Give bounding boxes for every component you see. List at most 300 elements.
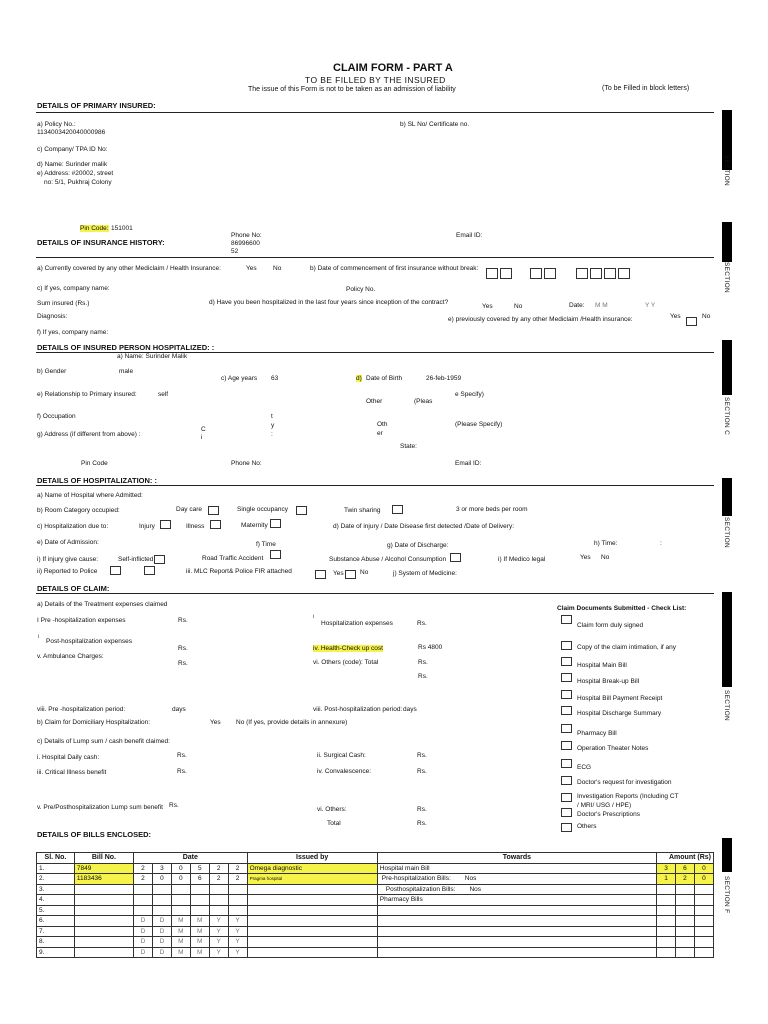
sl-no-cell[interactable]: 7. [37,926,75,937]
section-label-b: SECTION [723,262,730,293]
bill-no-cell[interactable] [74,937,133,948]
sl-no-cell[interactable]: 4. [37,895,75,906]
hospitalized-no[interactable]: No [514,303,523,310]
date-digit-cell[interactable] [134,905,153,916]
towards-label: Posthospitalization Bills: [385,885,456,893]
date-digit-cell[interactable]: M [171,937,190,948]
pre-hosp-expenses: I Pre -hospitalization expenses [37,617,126,624]
date-digit-cell[interactable]: 2 [134,863,153,874]
checklist-item: Hospital Discharge Summary [577,710,662,717]
column-header: Sl. No. [37,853,75,864]
health-checkup-label: iv. Health-Check up cost [313,645,383,652]
age-value[interactable]: 63 [271,375,279,382]
column-header: Bill No. [74,853,133,864]
section-tab-b [722,222,732,262]
checklist-checkbox[interactable] [561,706,572,715]
towards-cell[interactable] [377,947,656,958]
amount-digit-cell[interactable] [657,947,676,958]
illness-checkbox[interactable] [210,520,221,529]
date-digit-cell[interactable]: D [152,926,171,937]
relationship-please: (Pleas [414,398,433,405]
checklist-item: ECG [577,764,592,771]
policy-no-value[interactable]: 1134003420040000986 [37,129,106,136]
hospitalization-due-to-label: c) Hospitalization due to: [37,523,109,530]
date-digit-cell[interactable] [152,905,171,916]
date-digit-cell[interactable] [190,905,209,916]
date-digit-cell[interactable]: M [171,916,190,927]
date-digit-cell[interactable]: M [171,926,190,937]
date-digit-cell[interactable]: D [152,937,171,948]
checklist-checkbox[interactable] [561,657,572,666]
domiciliary-label: b) Claim for Domiciliary Hospitalization: [37,719,151,726]
day-care-checkbox[interactable] [208,506,219,515]
towards-cell[interactable] [377,916,656,927]
amount-digit-cell[interactable]: 0 [694,863,713,874]
prev-covered-yes[interactable]: Yes [670,313,681,320]
sl-no-cell[interactable]: 2. [37,874,75,885]
substance-checkbox[interactable] [450,553,461,562]
covered-no[interactable]: No [273,265,282,272]
insurance-history-heading: DETAILS OF INSURANCE HISTORY: [37,238,165,247]
date-digit-cell[interactable] [171,895,190,906]
rs-label: Rs. [417,820,427,827]
sl-no-cell[interactable]: 9. [37,947,75,958]
date-digit-cell[interactable] [171,905,190,916]
date-box[interactable] [576,268,588,279]
issued-by-cell[interactable] [247,916,377,927]
tpa-id-label: c) Company/ TPA ID No: [37,146,108,153]
checklist-checkbox[interactable] [561,759,572,768]
date-digit-cell[interactable] [152,895,171,906]
checklist-item: Pharmacy Bill [577,730,617,737]
sl-no-cell[interactable]: 3. [37,884,75,895]
sum-insured-label: Sum insured (Rs.) [37,300,90,307]
amount-digit-cell[interactable] [675,905,694,916]
date-digit-cell[interactable] [209,905,228,916]
amount-digit-cell[interactable] [675,937,694,948]
lump-sum-benefit-label: v. Pre/Posthospitalization Lump sum benefit [37,804,163,811]
rs-label: Rs. [417,806,427,813]
table-row [37,937,714,948]
bill-no-cell[interactable] [74,895,133,906]
sl-no-cell[interactable]: 6. [37,916,75,927]
injury-cause-label: i) If injury give cause: [37,556,99,563]
checklist-item: Hospital Main Bill [577,662,627,669]
towards-cell[interactable] [377,937,656,948]
checklist-item: Others [577,823,597,830]
table-row [37,884,714,895]
date-digit-cell[interactable] [152,884,171,895]
date-digit-cell[interactable] [134,884,153,895]
section-label-a: SECTION [723,155,730,186]
checklist-item: Copy of the claim intimation, if any [577,644,676,651]
section-label-d: SECTION [723,517,730,548]
occupation-other-b: er [377,430,383,437]
checklist-item: Operation Theater Notes [577,745,649,752]
date-digit-cell[interactable]: Y [209,926,228,937]
checklist-heading: Claim Documents Submitted - Check List: [557,605,687,612]
rs-label: Rs. [178,660,188,667]
date-digit-cell[interactable]: 2 [228,874,247,885]
mlc-no-checkbox[interactable] [345,570,356,579]
date-digit-cell[interactable] [190,895,209,906]
date-digit-cell[interactable]: D [152,916,171,927]
policy-no-label: a) Policy No.: [37,121,76,128]
room-single: Single occupancy [237,506,288,513]
due-maternity: Maternity [241,522,268,529]
column-header: Amount (Rs) [657,853,714,864]
date-digit-cell[interactable] [228,895,247,906]
relationship-label: e) Relationship to Primary insured: [37,391,137,398]
date-digit-cell[interactable]: Y [228,916,247,927]
amount-digit-cell[interactable] [694,916,713,927]
section-label-f: SECTION F [723,876,730,914]
checklist-checkbox[interactable] [561,615,572,624]
checklist-checkbox[interactable] [561,793,572,802]
issued-by-cell[interactable] [247,937,377,948]
phone-value[interactable]: 86996600 [231,240,260,247]
road-traffic-checkbox[interactable] [270,550,281,559]
amount-digit-cell[interactable] [694,895,713,906]
month-placeholder: M M [595,302,608,309]
date-digit-cell[interactable] [171,884,190,895]
room-twin: Twin sharing [344,507,381,514]
date-digit-cell[interactable]: 2 [134,874,153,885]
checklist-checkbox[interactable] [561,808,572,817]
date-digit-cell[interactable]: 0 [171,874,190,885]
prev-company-name-label: f) If yes, company name: [37,329,109,336]
bills-body [37,863,714,958]
rs-label: Rs. [169,802,179,809]
rs-label: Rs. [178,617,188,624]
checklist-checkbox[interactable] [561,741,572,750]
date-of-injury-label: d) Date of injury / Date Disease first detected /Date of Delivery: [333,523,514,530]
daily-cash-label: i. Hospital Daily cash: [37,754,100,761]
towards-cell[interactable] [377,905,656,916]
currently-covered-question: a) Currently covered by any other Mediclaim / Health Insurance: [37,265,221,272]
date-digit-cell[interactable]: 3 [152,863,171,874]
post-period-days: days [403,706,417,713]
lump-sum-label: c) Details of Lump sum / cash benefit claimed: [37,738,170,745]
section-tab-d [722,478,732,516]
date-digit-cell[interactable]: D [134,937,153,948]
others-code-label: vi. Others (code): Total [313,659,379,666]
table-row [37,916,714,927]
system-medicine-label: j) System of Medicine: [393,570,457,577]
form-title: CLAIM FORM - PART A [333,62,453,74]
room-category-label: b) Room Category occupied: [37,507,120,514]
towards-label: Pre-hospitalization Bills: [381,875,451,883]
date-digit-cell[interactable]: 2 [228,863,247,874]
date-digit-cell[interactable]: 6 [190,874,209,885]
self-inflicted-label: Self-inflicted [118,556,154,563]
date-digit-cell[interactable]: 2 [209,874,228,885]
patient-name[interactable]: a) Name: Surinder Malik [117,353,188,360]
primary-insured-heading: DETAILS OF PRIMARY INSURED: [37,101,156,110]
checklist-item: / MRI/ USG / HPE) [577,802,632,809]
relationship-value[interactable]: self [158,391,169,398]
amount-digit-cell[interactable] [675,926,694,937]
date-box[interactable] [590,268,602,279]
block-letters-note: (To be Filled in block letters) [602,85,690,92]
insured-name[interactable]: d) Name: Surinder malik [37,161,108,168]
checklist-item: Claim form duly signed [577,622,644,629]
towards-cell[interactable]: Pharmacy Bills [377,895,656,906]
room-day-care: Day care [176,506,203,513]
domiciliary-yes[interactable]: Yes [210,719,221,726]
injury-checkbox[interactable] [160,520,171,529]
due-injury: Injury [139,523,155,530]
date-digit-cell[interactable]: 0 [171,863,190,874]
date-digit-cell[interactable]: D [134,926,153,937]
towards-cell[interactable]: Hospital main Bill [377,863,656,874]
occupation-label: f) Occupation [37,413,76,420]
issued-by-cell[interactable] [247,947,377,958]
date-digit-cell[interactable]: Y [228,937,247,948]
issued-by-cell[interactable] [247,905,377,916]
amount-digit-cell[interactable] [675,947,694,958]
date-digit-cell[interactable]: 0 [152,874,171,885]
date-digit-cell[interactable]: 5 [190,863,209,874]
date-box[interactable] [530,268,542,279]
issued-by-cell[interactable] [247,895,377,906]
commencement-question: b) Date of commencement of first insurance without break: [310,265,479,272]
hospital-name-label: a) Name of Hospital where Admitted: [37,492,143,499]
phone-value-2[interactable]: 52 [231,248,239,255]
ambulance-label: v. Ambulance Charges: [37,653,104,660]
date-digit-cell[interactable]: 2 [209,863,228,874]
date-digit-cell[interactable]: M [190,926,209,937]
phone-label: Phone No: [231,232,262,239]
insured-address[interactable]: e) Address: #20002, street [37,170,114,177]
date-digit-cell[interactable] [134,895,153,906]
amount-digit-cell[interactable]: 2 [675,874,694,885]
table-row [37,863,714,874]
amount-digit-cell[interactable] [675,916,694,927]
year-placeholder: Y Y [645,302,656,309]
bullet: i [38,634,40,640]
date-digit-cell[interactable] [190,884,209,895]
relationship-other: Other [366,398,383,405]
gender-value[interactable]: male [119,368,134,375]
amount-digit-cell[interactable]: 6 [675,863,694,874]
divider [36,257,714,258]
date-digit-cell[interactable]: Y [209,916,228,927]
patient-phone-label: Phone No: [231,460,262,467]
state-label: State: [400,443,417,450]
patient-email-label: Email ID: [455,460,482,467]
towards-cell[interactable] [377,874,656,885]
date-box[interactable] [618,268,630,279]
patient-pin-code-label: Pin Code [81,460,108,467]
date-discharge-label: g) Date of Discharge: [387,542,449,549]
bill-no-cell[interactable]: 7849 [74,863,133,874]
date-digit-cell[interactable]: Y [228,947,247,958]
prev-covered-no[interactable]: No [702,313,711,320]
amount-digit-cell[interactable] [694,926,713,937]
checklist-checkbox[interactable] [561,823,572,832]
date-digit-cell[interactable]: D [134,947,153,958]
road-traffic-label: Road Traffic Accident [202,555,264,562]
amount-digit-cell[interactable] [675,895,694,906]
reported-no-checkbox[interactable] [144,566,155,575]
date-box[interactable] [486,268,498,279]
medico-legal-yes[interactable]: Yes [580,554,591,561]
amount-digit-cell[interactable] [657,895,676,906]
time-colon: : [660,540,662,547]
date-digit-cell[interactable]: Y [209,937,228,948]
checklist-checkbox[interactable] [561,641,572,650]
amount-digit-cell[interactable] [657,905,676,916]
divider [36,593,714,594]
pre-period-days: days [172,706,186,713]
amount-digit-cell[interactable] [657,916,676,927]
room-three-more: 3 or more beds per room [456,506,528,513]
bills-heading: DETAILS OF BILLS ENCLOSED: [37,830,152,839]
sl-no-cell[interactable]: 8. [37,937,75,948]
rs-label: Rs. [417,768,427,775]
amount-digit-cell[interactable] [694,937,713,948]
issued-by-cell[interactable]: Pragma hospital [247,874,377,885]
date-digit-cell[interactable] [209,895,228,906]
nos-label: Nos [469,885,482,893]
amount-digit-cell[interactable] [657,937,676,948]
amount-digit-cell[interactable] [694,884,713,895]
issued-by-cell[interactable]: Omega diagnostic [247,863,377,874]
date-box[interactable] [500,268,512,279]
form-disclaimer: The issue of this Form is not to be taken as an admission of liability [248,86,456,93]
checklist-item: Investigation Reports (Including CT [577,793,679,800]
specify-label-2: (Please Specify) [455,421,503,428]
company-name-label: c) If yes, company name: [37,285,110,292]
sl-no-cell[interactable]: 1. [37,863,75,874]
policy-no-history: Policy No. [346,286,376,293]
bill-no-cell[interactable] [74,905,133,916]
specify-label: e Specify) [455,391,484,398]
date-box[interactable] [604,268,616,279]
amount-digit-cell[interactable] [694,947,713,958]
mlc-no[interactable]: No [360,569,369,576]
amount-digit-cell[interactable] [657,884,676,895]
treatment-expenses-label: a) Details of the Treatment expenses claimed [37,601,168,608]
section-label-c: SECTION C [723,397,730,436]
issued-by-cell[interactable] [247,926,377,937]
sl-no-label: b) SL No/ Certificate no. [400,121,470,128]
date-digit-cell[interactable]: M [190,916,209,927]
column-header: Towards [377,853,656,864]
medico-legal-label: i) If Medico legal [498,556,546,563]
sl-no-cell[interactable]: 5. [37,905,75,916]
amount-digit-cell[interactable] [694,905,713,916]
checklist-checkbox[interactable] [561,724,572,733]
towards-cell[interactable] [377,926,656,937]
amount-digit-cell[interactable] [657,926,676,937]
checklist-item: Hospital Break-up Bill [577,678,640,685]
checklist-item: Doctor's Prescriptions [577,811,641,818]
mlc-label: iii. MLC Report& Police FIR attached [186,568,292,575]
rs-label: Rs. [177,768,187,775]
bill-no-cell[interactable] [74,926,133,937]
twin-sharing-checkbox[interactable] [392,505,403,514]
reported-yes-checkbox[interactable] [110,566,121,575]
checklist-checkbox[interactable] [561,690,572,699]
pin-code-value[interactable]: 151001 [111,225,133,232]
date-digit-cell[interactable] [209,884,228,895]
date-digit-cell[interactable] [228,905,247,916]
date-digit-cell[interactable]: Y [228,926,247,937]
date-digit-cell[interactable] [228,884,247,895]
amount-digit-cell[interactable]: 0 [694,874,713,885]
alt-address-label: g) Address (if different from above) : [37,431,141,438]
amount-digit-cell[interactable]: 3 [657,863,676,874]
prev-covered-yes-box[interactable] [686,317,697,326]
date-digit-cell[interactable]: M [190,947,209,958]
checklist-checkbox[interactable] [561,776,572,785]
rs-label: Rs. [417,752,427,759]
diagnosis-label: Diagnosis: [37,313,68,320]
mlc-yes-checkbox[interactable] [315,570,326,579]
bill-no-cell[interactable] [74,884,133,895]
domiciliary-no[interactable]: No (If yes, provide details in annexure) [236,719,348,726]
amount-digit-cell[interactable] [675,884,694,895]
date-digit-cell[interactable]: M [190,937,209,948]
date-digit-cell[interactable]: D [134,916,153,927]
section-tab-e [722,592,732,687]
bill-no-cell[interactable] [74,916,133,927]
post-period-label: viii. Post-hospitalization period: [313,706,403,713]
mlc-yes[interactable]: Yes [333,570,344,577]
medico-legal-no[interactable]: No [601,554,610,561]
address-fragment: C [201,426,206,433]
maternity-checkbox[interactable] [270,519,281,528]
hospitalized-date-label: Date: [569,302,585,309]
health-checkup-value[interactable]: Rs 4800 [418,644,443,651]
total-label: Total [327,820,341,827]
section-tab-c [722,340,732,395]
pre-period-label: viii. Pre -hospitalization period: [37,706,126,713]
substance-label: Substance Abuse / Alcohol Consumption [329,556,447,563]
claim-heading: DETAILS OF CLAIM: [37,584,110,593]
bill-no-cell[interactable]: 1183436 [74,874,133,885]
date-digit-cell[interactable]: M [171,947,190,958]
reported-police-label: ii) Reported to Police [37,568,98,575]
date-box[interactable] [544,268,556,279]
date-digit-cell[interactable]: D [152,947,171,958]
issued-by-cell[interactable] [247,884,377,895]
address-fragment: i [201,434,203,441]
due-illness: Illness [186,523,205,530]
bill-no-cell[interactable] [74,947,133,958]
date-digit-cell[interactable]: Y [209,947,228,958]
checklist-checkbox[interactable] [561,673,572,682]
single-occupancy-checkbox[interactable] [296,506,307,515]
dob-label: Date of Birth [366,375,403,382]
covered-yes[interactable]: Yes [246,265,257,272]
nos-label: Nos [464,875,477,883]
rs-label: Rs. [417,620,427,627]
age-label: c) Age years [221,375,258,382]
towards-cell[interactable] [377,884,656,895]
checklist-item: Doctor's request for investigation [577,779,672,786]
hosp-expenses-label: Hospitalization expenses [321,620,393,627]
table-row [37,947,714,958]
section-tab-f [722,838,732,872]
self-inflicted-checkbox[interactable] [154,555,165,564]
insured-address-line2[interactable]: no: 5/1, Pukhraj Colony [44,179,112,186]
amount-digit-cell[interactable]: 1 [657,874,676,885]
hospitalized-yes[interactable]: Yes [482,303,493,310]
dob-value[interactable]: 26-feb-1959 [426,375,462,382]
